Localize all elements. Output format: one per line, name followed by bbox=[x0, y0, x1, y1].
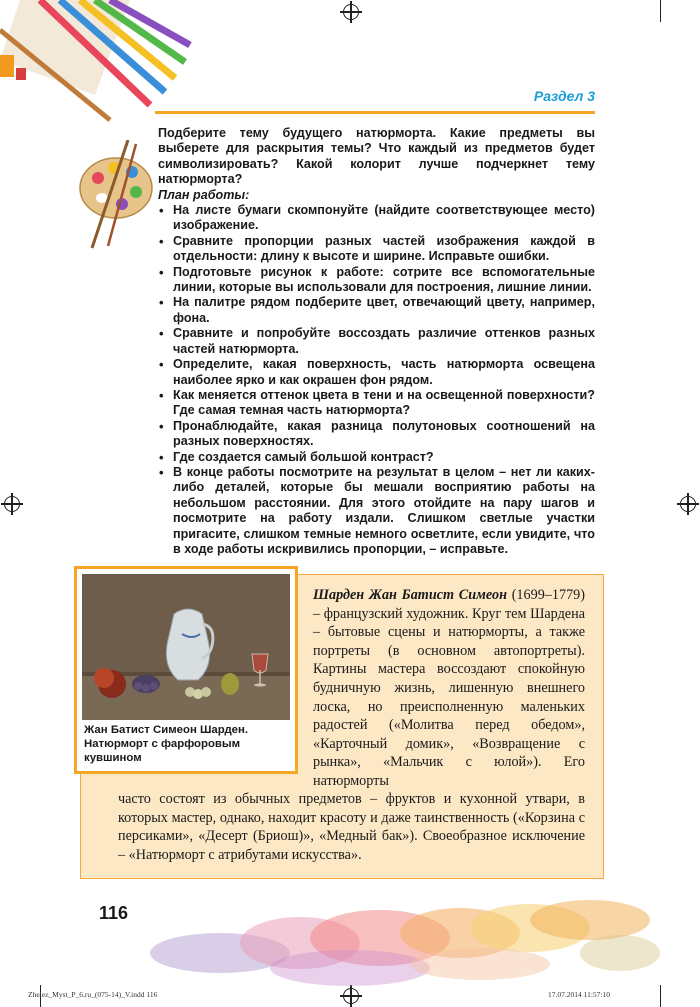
plan-item: • Где создается самый большой контраст? bbox=[158, 450, 595, 465]
plan-item: • Определите, какая поверхность, часть натюрморта освещена наиболее ярко и как окрашен фон рядом. bbox=[158, 357, 595, 388]
header-divider bbox=[155, 111, 595, 114]
plan-item: • На листе бумаги скомпонуйте (найдите соответствующее место) изображение. bbox=[158, 203, 595, 234]
palette-illustration bbox=[78, 140, 156, 250]
plan-item: • Как меняется оттенок цвета в тени и на освещенной поверхности? Где самая темная часть натюрморта? bbox=[158, 388, 595, 419]
watercolor-decoration bbox=[150, 898, 662, 993]
task-block bbox=[158, 126, 595, 557]
registration-mark-icon bbox=[343, 4, 359, 20]
task-intro: Подберите тему будущего натюрморта. Какие предметы вы выберете для раскрытия темы? Что каждый из предметов будет символизировать? Какой колорит лучше подчеркнет тему натюрморта? bbox=[158, 126, 595, 187]
plan-item: • На палитре рядом подберите цвет, отвечающий цвету, например, фона. bbox=[158, 295, 595, 326]
plan-item: • Пронаблюдайте, какая разница полутоновых соотношений на разных поверхностях. bbox=[158, 419, 595, 450]
artist-bio-top bbox=[313, 586, 585, 791]
plan-item: • В конце работы посмотрите на результат в целом – нет ли каких-либо деталей, которые бы мешали восприятию работы на небольшом расстоянии. Для этого отойдите на пару шагов и посмотрите на работу издали. Слишком светлые участки пригасите, слишком темные немного осветлите, если увидите, что в ходе работы искривились пропорции, – исправьте. bbox=[158, 465, 595, 557]
section-label: Раздел 3 bbox=[533, 88, 595, 104]
page-number: 116 bbox=[99, 903, 129, 923]
plan-list bbox=[158, 203, 595, 557]
plan-item: • Подготовьте рисунок к работе: сотрите все вспомогательные линии, которые вы использовали для построения, лишние линии. bbox=[158, 265, 595, 296]
footer-file-info: Zhelez_Myst_P_6.ru_(075-14)_V.indd 116 bbox=[28, 990, 158, 999]
footer-timestamp: 17.07.2014 11:57:10 bbox=[548, 990, 611, 999]
plan-item: • Сравните пропорции разных частей изображения каждой в отдельности: длину к высоте и ширине. Исправьте ошибки. bbox=[158, 234, 595, 265]
painting-caption: Жан Батист Симеон Шарден. Натюрморт с фарфоровым кувшином bbox=[84, 724, 249, 764]
crop-mark bbox=[660, 0, 661, 22]
art-supplies-illustration bbox=[0, 0, 200, 125]
plan-title: План работы: bbox=[158, 187, 250, 202]
registration-mark-icon bbox=[4, 496, 20, 512]
plan-item: • Сравните и попробуйте воссоздать различие оттенков разных частей натюрморта. bbox=[158, 326, 595, 357]
artist-name: Шарден Жан Батист Симеон bbox=[313, 587, 507, 603]
still-life-painting bbox=[82, 574, 290, 720]
artist-bio-bottom: часто состоят из обычных предметов – фруктов и кухонной утвари, в которых мастер, однако, находит красоту и даже таинственность («Корзина с персиками», «Десерт (Бриош)», «Медный бак»). Своеобразное исключение – «Натюрморт с атрибутами искусства». bbox=[118, 791, 585, 863]
artist-bio-part1: (1699–1779) – французский художник. Круг тем Шардена – бытовые сцены и натюрморты, а также портреты (в основном автопортреты). Картины мастера воссоздают спокойную будничную жизнь, лишенную внешнего лоска, но преисполненную маленьких радостей («Молитва перед обедом», «Карточный домик», «Возвращение с рынка», «Мальчик с юлой»). Его натюрморты bbox=[313, 587, 585, 789]
registration-mark-icon bbox=[680, 496, 696, 512]
